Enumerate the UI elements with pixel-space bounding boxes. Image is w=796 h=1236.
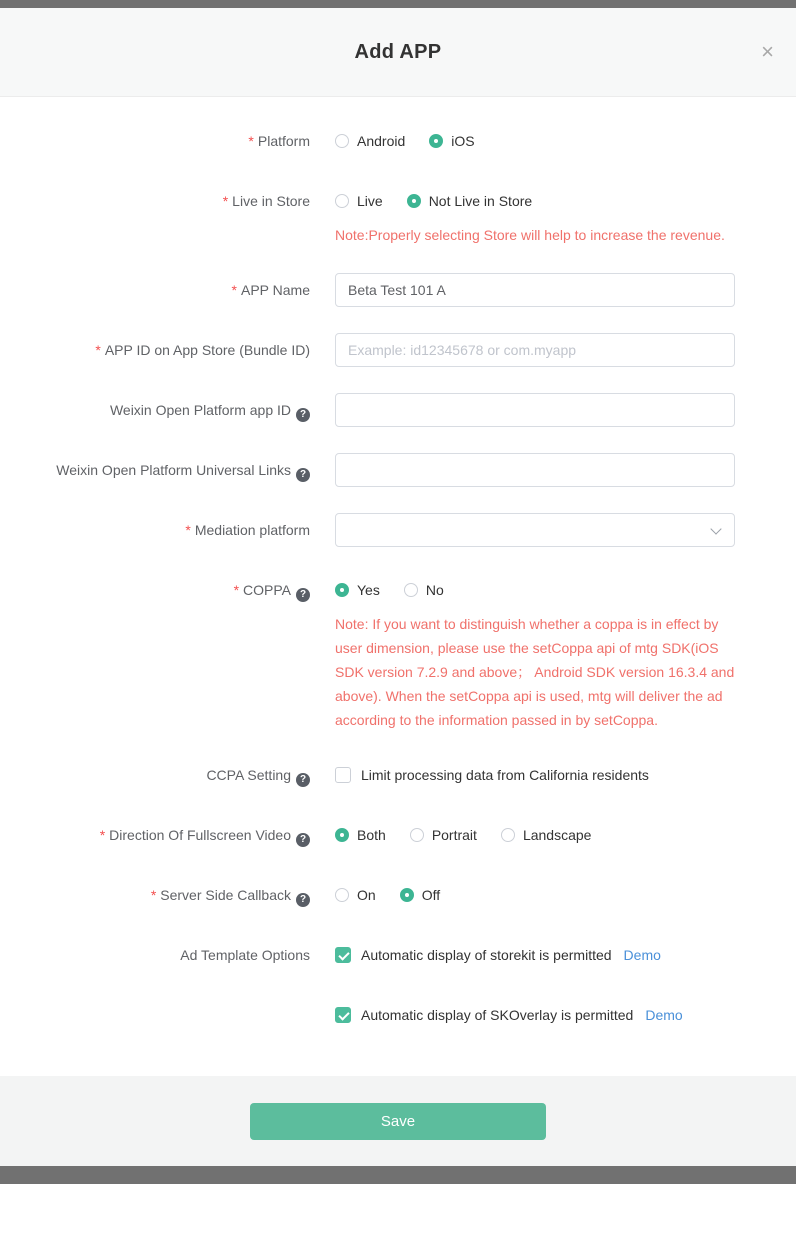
- form-row-ccpa: [0, 758, 796, 792]
- bundle-id-input[interactable]: [335, 333, 735, 367]
- background-top-bar: [0, 0, 796, 8]
- ad-template-options-label-text: Ad Template Options: [180, 947, 310, 963]
- radio-coppa-no-icon[interactable]: [404, 583, 418, 597]
- radio-direction-portrait-icon[interactable]: [410, 828, 424, 842]
- weixin-universal-links-input[interactable]: [335, 453, 735, 487]
- radio-not-live-icon[interactable]: [407, 194, 421, 208]
- radio-coppa-yes-label: Yes: [357, 582, 380, 598]
- ccpa-label: [0, 758, 310, 792]
- modal-title: Add APP: [354, 40, 442, 63]
- mediation-platform-label: [0, 513, 310, 547]
- required-asterisk: *: [99, 827, 106, 843]
- required-asterisk: *: [185, 522, 191, 538]
- ad-template-options-label: [0, 938, 310, 1032]
- radio-callback-on[interactable]: [335, 887, 376, 903]
- radio-direction-landscape-label: Landscape: [522, 827, 592, 843]
- radio-ios-icon[interactable]: [429, 134, 443, 148]
- form-row-app-name: [0, 273, 796, 307]
- radio-callback-on-icon[interactable]: [335, 888, 349, 902]
- weixin-universal-links-control: [335, 453, 735, 487]
- modal-header: [0, 8, 796, 97]
- radio-callback-on-label: On: [357, 887, 376, 903]
- weixin-universal-links-label: [0, 453, 310, 487]
- weixin-app-id-input[interactable]: [335, 393, 735, 427]
- form-row-live-in-store: [0, 184, 796, 247]
- radio-live-icon[interactable]: [335, 194, 349, 208]
- required-asterisk: *: [95, 342, 101, 358]
- modal-body: [0, 97, 796, 1076]
- weixin-app-id-label-text: Weixin Open Platform app ID: [109, 402, 291, 418]
- weixin-universal-links-label-text: Weixin Open Platform Universal Links: [56, 462, 291, 478]
- form-row-weixin-universal-links: [0, 453, 796, 487]
- demo-link-skoverlay[interactable]: Demo: [645, 1007, 683, 1023]
- radio-coppa-yes[interactable]: [335, 582, 380, 598]
- ccpa-checkbox-row[interactable]: [335, 758, 735, 792]
- server-callback-label: [0, 878, 310, 912]
- platform-radio-group: [335, 124, 735, 158]
- ccpa-control: [335, 758, 735, 792]
- coppa-note: Note: If you want to distinguish whether a coppa is in effect by user dimension, please use the setCoppa api of mtg SDK(iOS SDK version 7.2.9 and above； Android SDK version 16.3.4 and above). When the setCoppa api is used, mtg will deliver the ad according to the information passed in by setCoppa.: [335, 616, 735, 728]
- live-in-store-label: [0, 184, 310, 247]
- radio-direction-both[interactable]: [335, 827, 386, 843]
- radio-not-live-label: Not Live in Store: [428, 193, 533, 209]
- platform-control: [335, 124, 735, 158]
- save-button[interactable]: Save: [250, 1103, 546, 1140]
- radio-not-live[interactable]: [407, 193, 533, 209]
- direction-label-text: Direction Of Fullscreen Video: [109, 827, 291, 843]
- demo-link-storekit[interactable]: Demo: [623, 947, 661, 963]
- help-icon-direction[interactable]: ?: [296, 833, 310, 847]
- coppa-label-text: COPPA: [243, 582, 291, 598]
- direction-radio-group: [335, 818, 735, 852]
- mediation-platform-control: [335, 513, 735, 547]
- app-name-input[interactable]: [335, 273, 735, 307]
- modal-footer: [0, 1076, 796, 1166]
- help-icon-weixin-universal-links[interactable]: ?: [296, 468, 310, 482]
- weixin-app-id-label: [0, 393, 310, 427]
- radio-coppa-no[interactable]: [404, 582, 444, 598]
- ccpa-checkbox-icon[interactable]: [335, 767, 351, 783]
- server-callback-label-text: Server Side Callback: [160, 887, 291, 903]
- radio-ios-label: iOS: [451, 133, 475, 149]
- ccpa-checkbox-label: Limit processing data from California residents: [361, 767, 649, 783]
- help-icon-ccpa[interactable]: ?: [296, 773, 310, 787]
- weixin-app-id-control: [335, 393, 735, 427]
- live-in-store-radio-group: [335, 184, 735, 218]
- app-name-control: [335, 273, 735, 307]
- mediation-platform-label-text: Mediation platform: [194, 522, 310, 538]
- form-row-mediation-platform: [0, 513, 796, 547]
- form-row-bundle-id: [0, 333, 796, 367]
- chevron-down-icon: [710, 523, 721, 534]
- form-row-weixin-app-id: [0, 393, 796, 427]
- platform-label: [0, 124, 310, 158]
- bundle-id-control: [335, 333, 735, 367]
- bundle-id-label-text: APP ID on App Store (Bundle ID): [104, 342, 310, 358]
- form-row-ad-template-options: [0, 938, 796, 1032]
- radio-callback-off[interactable]: [400, 887, 440, 903]
- help-icon-weixin-app-id[interactable]: ?: [296, 408, 310, 422]
- close-icon[interactable]: ×: [761, 39, 774, 64]
- skoverlay-checkbox-icon[interactable]: [335, 1007, 351, 1023]
- radio-live-label: Live: [357, 193, 383, 209]
- required-asterisk: *: [150, 887, 157, 903]
- radio-direction-both-label: Both: [357, 827, 386, 843]
- mediation-platform-select[interactable]: [335, 513, 735, 547]
- direction-label: [0, 818, 310, 852]
- coppa-radio-group: [335, 573, 735, 607]
- live-in-store-label-text: Live in Store: [232, 193, 310, 209]
- required-asterisk: *: [248, 133, 254, 149]
- required-asterisk: *: [231, 282, 237, 298]
- direction-control: [335, 818, 735, 852]
- radio-android-label: Android: [357, 133, 406, 149]
- radio-callback-off-icon[interactable]: [400, 888, 414, 902]
- bundle-id-label: [0, 333, 310, 367]
- platform-label-text: Platform: [257, 133, 310, 149]
- radio-live[interactable]: [335, 193, 383, 209]
- server-callback-radio-group: [335, 878, 735, 912]
- coppa-label: [0, 573, 310, 732]
- skoverlay-checkbox-row: [335, 998, 735, 1032]
- radio-android-icon[interactable]: [335, 134, 349, 148]
- storekit-checkbox-label: Automatic display of storekit is permitted: [361, 947, 612, 963]
- storekit-checkbox-icon[interactable]: [335, 947, 351, 963]
- app-name-label: [0, 273, 310, 307]
- help-icon-coppa[interactable]: ?: [296, 588, 310, 602]
- required-asterisk: *: [222, 193, 229, 209]
- live-in-store-note: Note:Properly selecting Store will help to increase the revenue.: [335, 227, 725, 243]
- help-icon-server-callback[interactable]: ?: [296, 893, 310, 907]
- radio-ios[interactable]: [429, 133, 474, 149]
- add-app-modal: [0, 8, 796, 1166]
- server-callback-control: [335, 878, 735, 912]
- live-in-store-control: [335, 184, 735, 247]
- storekit-checkbox-row: [335, 938, 735, 972]
- app-name-label-text: APP Name: [241, 282, 310, 298]
- required-asterisk: *: [233, 582, 240, 598]
- form-row-coppa: [0, 573, 796, 732]
- radio-callback-off-label: Off: [421, 887, 441, 903]
- form-row-server-callback: [0, 878, 796, 912]
- coppa-control: [335, 573, 735, 732]
- ccpa-label-text: CCPA Setting: [206, 767, 291, 783]
- radio-android[interactable]: [335, 133, 405, 149]
- ad-template-options-control: [335, 938, 735, 1032]
- form-row-platform: [0, 124, 796, 158]
- skoverlay-checkbox-label: Automatic display of SKOverlay is permitted: [361, 1007, 634, 1023]
- radio-direction-landscape[interactable]: [501, 827, 592, 843]
- radio-coppa-no-label: No: [425, 582, 444, 598]
- radio-direction-landscape-icon[interactable]: [501, 828, 515, 842]
- radio-coppa-yes-icon[interactable]: [335, 583, 349, 597]
- form-row-direction: [0, 818, 796, 852]
- radio-direction-portrait-label: Portrait: [431, 827, 477, 843]
- radio-direction-portrait[interactable]: [410, 827, 477, 843]
- radio-direction-both-icon[interactable]: [335, 828, 349, 842]
- background-bottom-bar: [0, 1166, 796, 1184]
